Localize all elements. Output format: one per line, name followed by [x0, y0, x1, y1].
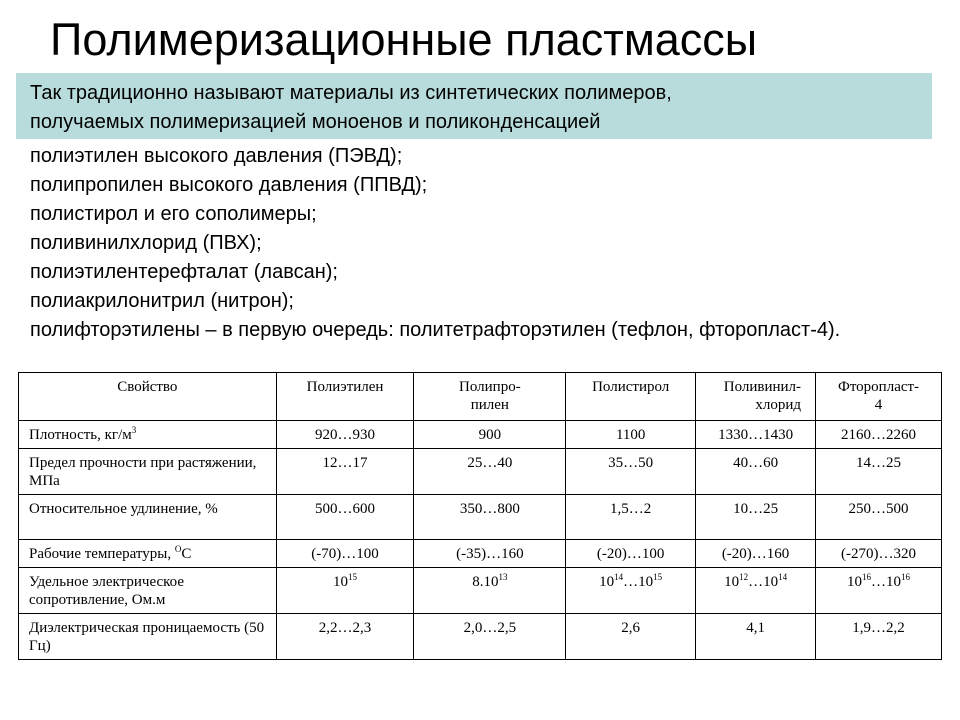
value-cell: 350…800 — [414, 495, 566, 540]
property-cell: Диэлектрическая проницаемость (50 Гц) — [19, 614, 277, 660]
list-item: полиэтилен высокого давления (ПЭВД); — [30, 145, 403, 167]
value-cell: 14…25 — [816, 449, 942, 495]
value-cell: 2,2…2,3 — [276, 614, 414, 660]
value-cell: 1,9…2,2 — [816, 614, 942, 660]
table-row — [19, 614, 942, 660]
value-cell: $10^{12}\dots 10^{14}$ — [696, 568, 816, 614]
value-cell: 250…500 — [816, 495, 942, 540]
value-cell: 2,6 — [566, 614, 696, 660]
property-cell: Предел прочности при растяжении, МПа — [19, 449, 277, 495]
list-item: поливинилхлорид (ПВХ); — [30, 232, 262, 254]
property-cell: Рабочие температуры, $^O$C — [19, 540, 277, 568]
value-cell: (-35)…160 — [414, 540, 566, 568]
value-cell: 2,0…2,5 — [414, 614, 566, 660]
table-row — [19, 540, 942, 568]
list-item: полиакрилонитрил (нитрон); — [30, 290, 294, 312]
properties-table — [18, 372, 942, 660]
value-cell: 40…60 — [696, 449, 816, 495]
table-row — [19, 495, 942, 540]
column-header: Полиэтилен — [276, 373, 414, 421]
column-header: Фторопласт- 4 — [816, 373, 942, 421]
value-cell: 2160…2260 — [816, 421, 942, 449]
table-row — [19, 568, 942, 614]
value-cell: 1,5…2 — [566, 495, 696, 540]
value-cell: 500…600 — [276, 495, 414, 540]
page-title: Полимеризационные пластмассы — [50, 14, 758, 65]
property-cell: Удельное электрическое сопротивление, Ом.м — [19, 568, 277, 614]
value-cell: 25…40 — [414, 449, 566, 495]
value-cell: $10^{15}$ — [276, 568, 414, 614]
table-row — [19, 421, 942, 449]
definition-line-2: получаемых полимеризацией моноенов и поликонденсацией — [30, 111, 601, 133]
value-cell: 8.10$^{13}$ — [414, 568, 566, 614]
list-item: полипропилен высокого давления (ППВД); — [30, 174, 428, 196]
table-header-row — [19, 373, 942, 421]
value-cell: (-70)…100 — [276, 540, 414, 568]
value-cell: 900 — [414, 421, 566, 449]
property-cell: Относительное удлинение, % — [19, 495, 277, 540]
value-cell: 4,1 — [696, 614, 816, 660]
value-cell: $10^{14}\dots 10^{15}$ — [566, 568, 696, 614]
definition-box — [16, 73, 932, 139]
value-cell: 1330…1430 — [696, 421, 816, 449]
value-cell: (-20)…160 — [696, 540, 816, 568]
definition-line-1: Так традиционно называют материалы из синтетических полимеров, — [30, 82, 672, 104]
list-item: полистирол и его сополимеры; — [30, 203, 317, 225]
value-cell: 1100 — [566, 421, 696, 449]
column-header: Полипро- пилен — [414, 373, 566, 421]
column-header: Поливинил- хлорид — [696, 373, 816, 421]
column-header: Свойство — [19, 373, 277, 421]
value-cell: 12…17 — [276, 449, 414, 495]
table-row — [19, 449, 942, 495]
list-item: полиэтилентерефталат (лавсан); — [30, 261, 338, 283]
value-cell: 10…25 — [696, 495, 816, 540]
value-cell: $10^{16}\dots 10^{16}$ — [816, 568, 942, 614]
value-cell: 920…930 — [276, 421, 414, 449]
list-item: полифторэтилены – в первую очередь: политетрафторэтилен (тефлон, фторопласт-4). — [30, 319, 841, 341]
value-cell: (-270)…320 — [816, 540, 942, 568]
value-cell: (-20)…100 — [566, 540, 696, 568]
value-cell: 35…50 — [566, 449, 696, 495]
property-cell: Плотность, $кг/м^3$ — [19, 421, 277, 449]
materials-list — [30, 142, 930, 345]
column-header: Полистирол — [566, 373, 696, 421]
